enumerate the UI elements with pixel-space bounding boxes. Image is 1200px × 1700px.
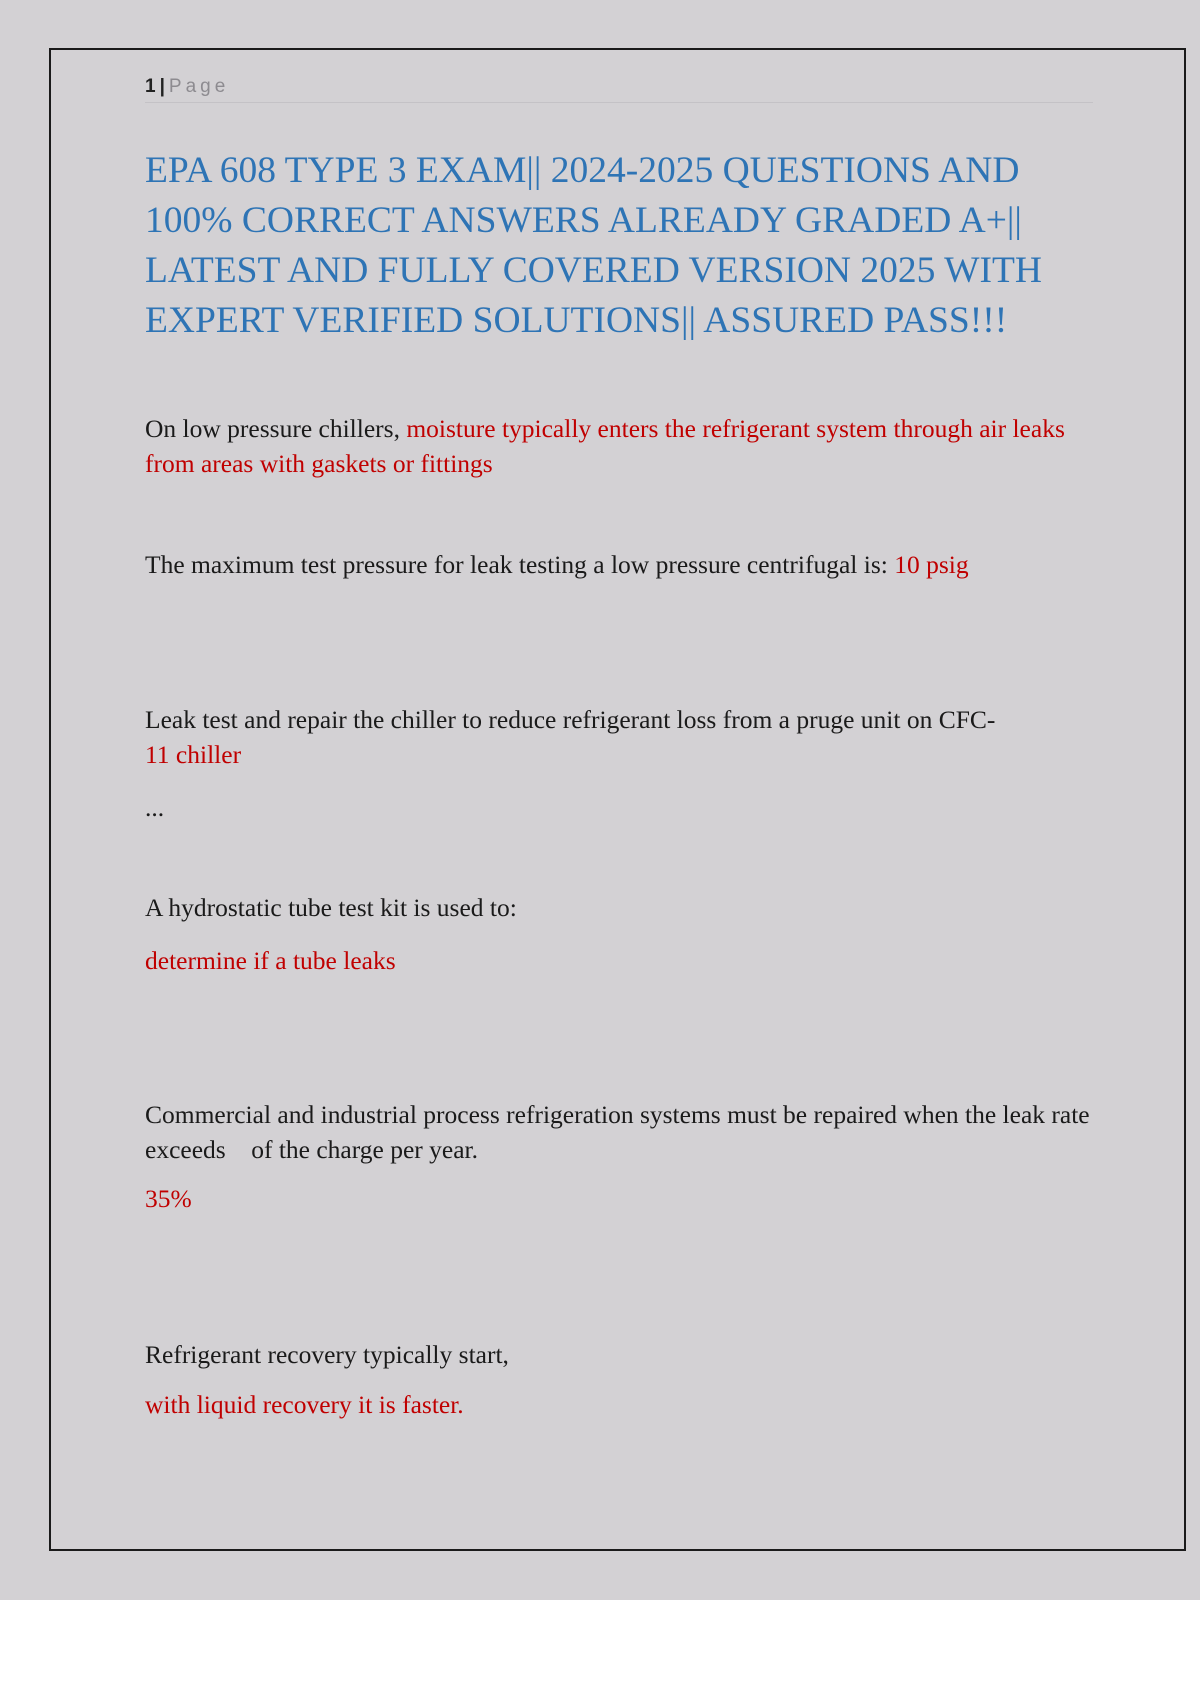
page-word: Page (168, 76, 230, 97)
question-text: On low pressure chillers, (145, 414, 400, 443)
page-separator: | (159, 76, 165, 97)
qa-item-4-question: A hydrostatic tube test kit is used to: (145, 893, 517, 922)
qa-item-2 (145, 547, 1095, 582)
answer-text: 10 psig (894, 550, 969, 579)
qa-item-3-ellipsis: ... (145, 793, 165, 822)
qa-item-4-answer: determine if a tube leaks (145, 946, 396, 975)
page-header (145, 72, 1093, 103)
qa-item-5-question: Commercial and industrial process refrigeration systems must be repaired when the leak rate exceeds of the charge per year. (145, 1100, 1090, 1164)
page-number: 1 (145, 76, 156, 97)
question-text: The maximum test pressure for leak testing a low pressure centrifugal is: (145, 550, 888, 579)
answer-text: 11 chiller (145, 740, 242, 769)
question-text: Leak test and repair the chiller to reduce refrigerant loss from a pruge unit on CFC- (145, 705, 996, 734)
qa-item-1 (145, 411, 1095, 481)
qa-item-5-answer: 35% (145, 1184, 192, 1213)
qa-item-6-question: Refrigerant recovery typically start, (145, 1340, 509, 1369)
qa-item-6-answer: with liquid recovery it is faster. (145, 1390, 464, 1419)
qa-item-3 (145, 702, 1095, 772)
document-title: EPA 608 TYPE 3 EXAM|| 2024-2025 QUESTIONS AND 100% CORRECT ANSWERS ALREADY GRADED A+|| LATEST AND FULLY COVERED VERSION 2025 WITH EXPERT VERIFIED SOLUTIONS|| ASSURED PASS!!! (145, 150, 1042, 341)
answer-text: moisture typically enters the refrigerant system through air leaks from areas with gaskets or fittings (145, 414, 1065, 478)
